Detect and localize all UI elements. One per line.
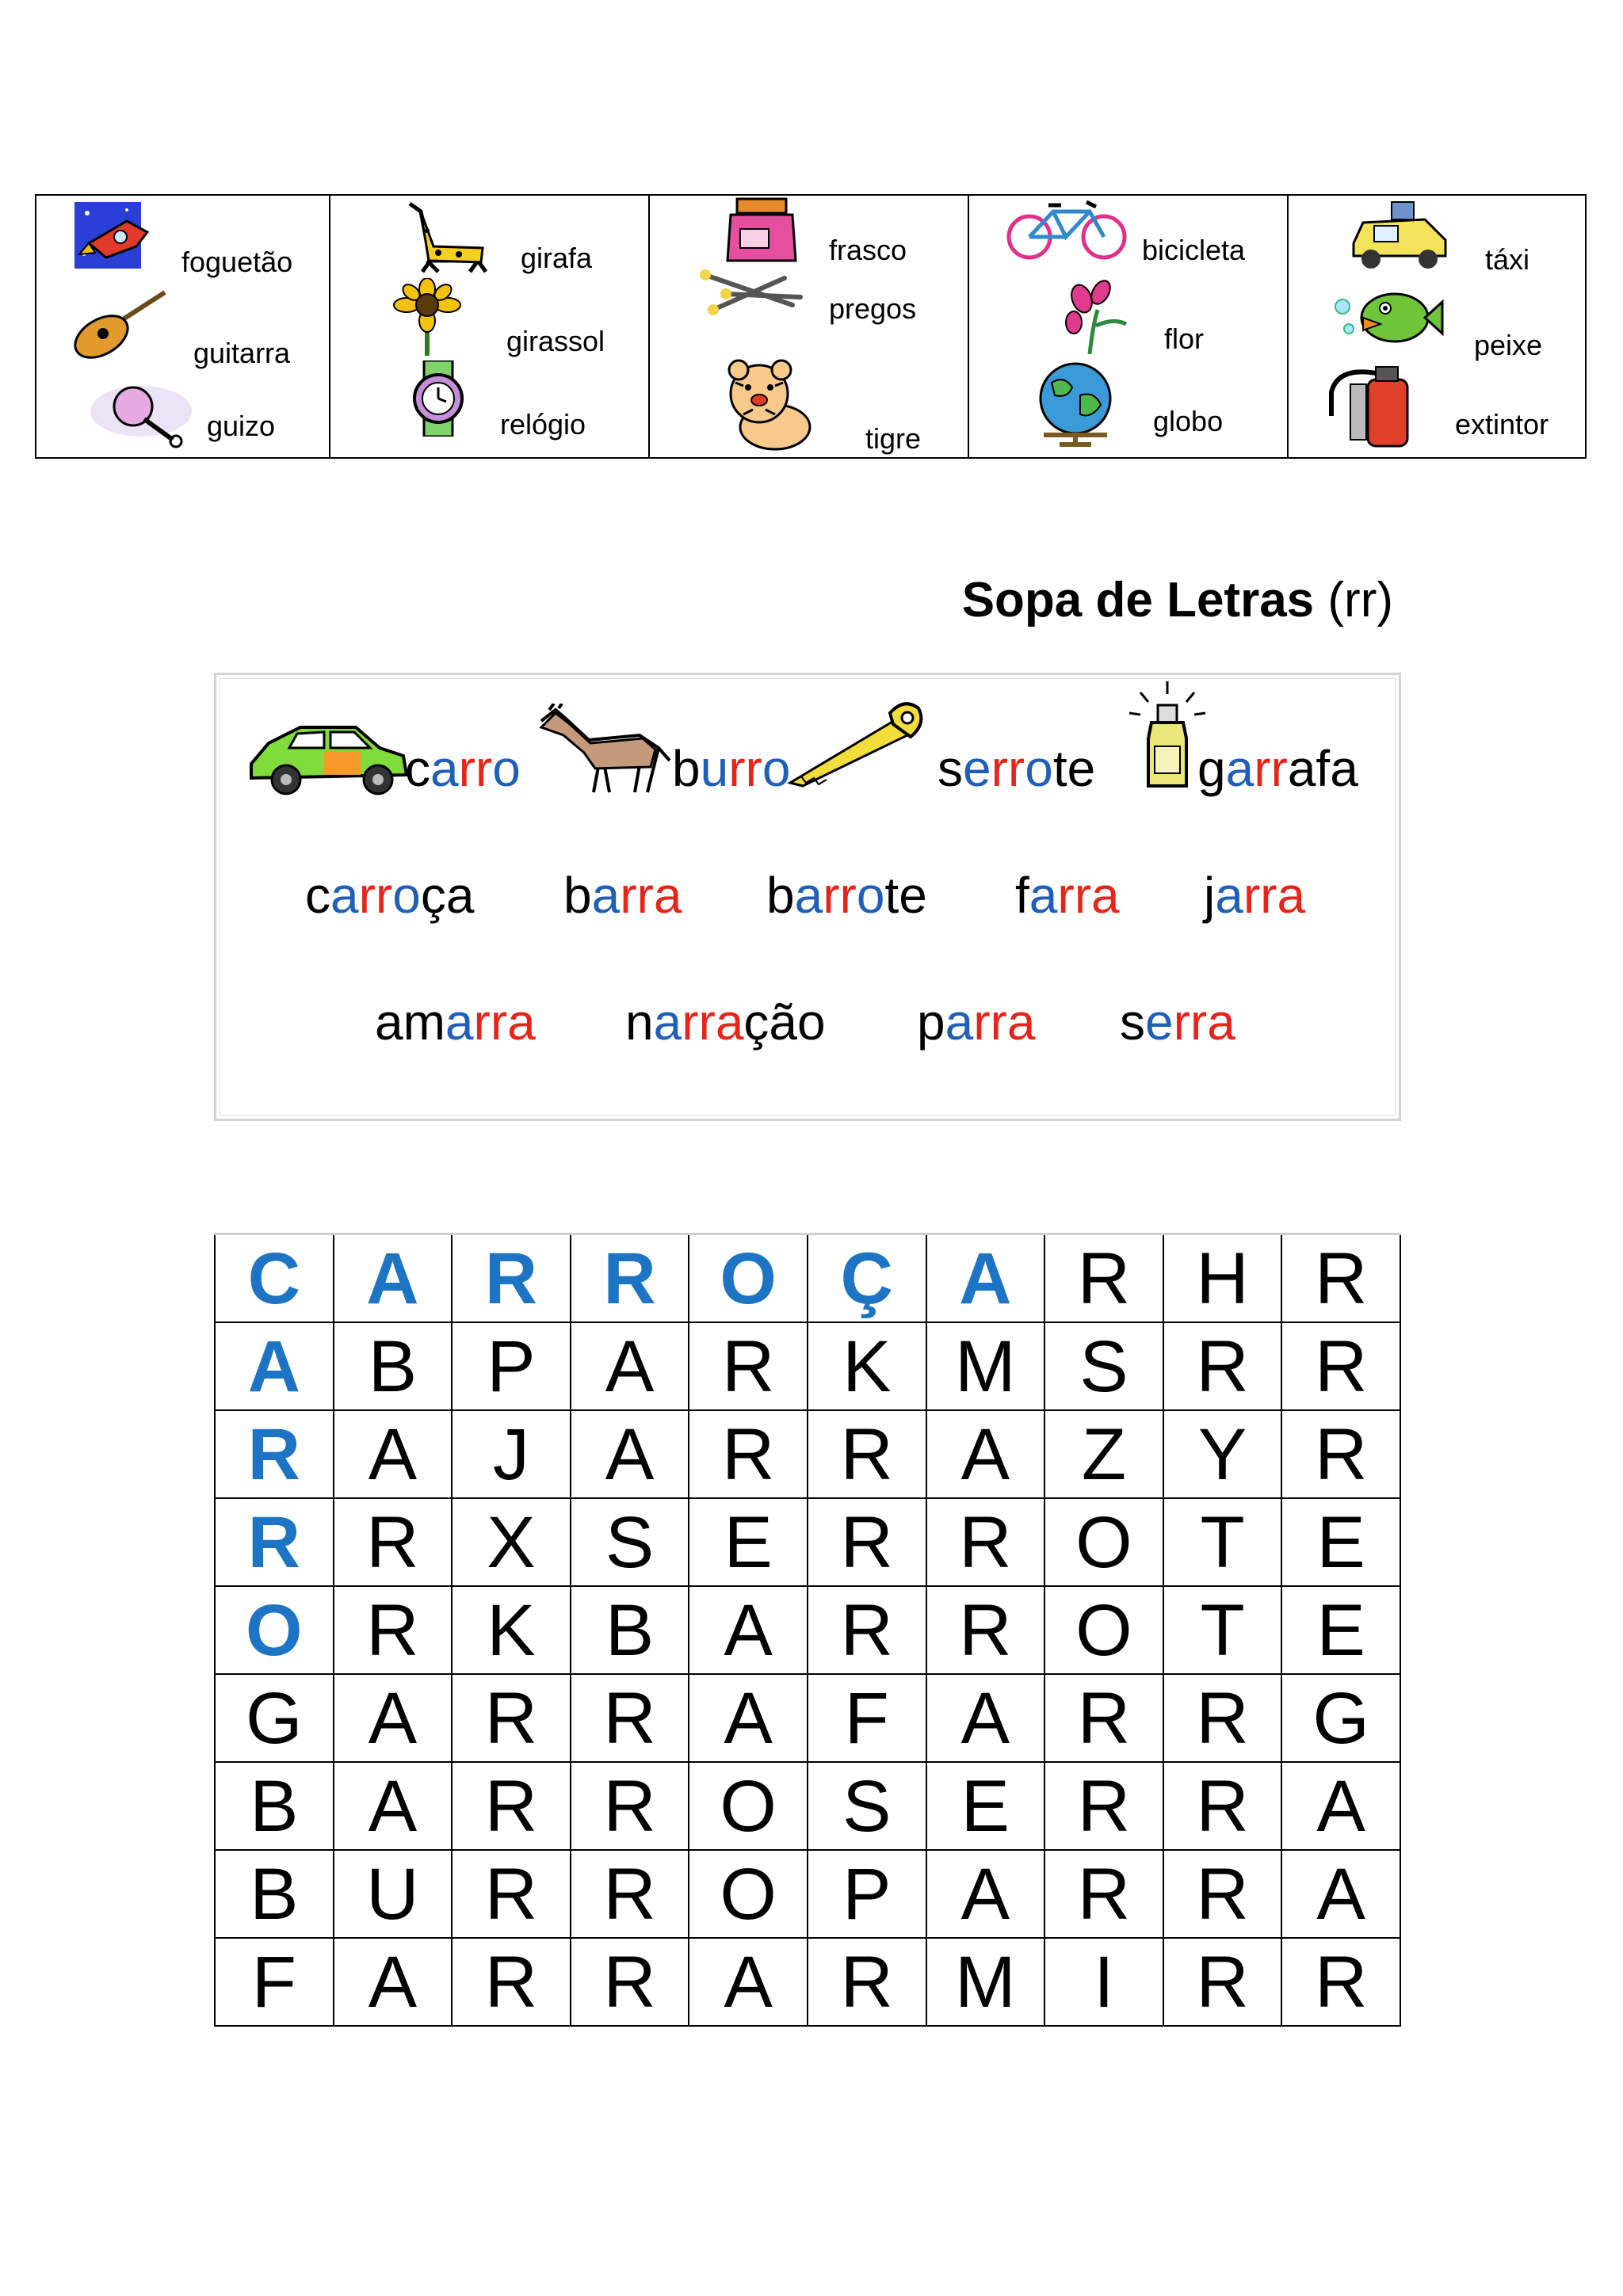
grid-cell[interactable]: R xyxy=(808,1938,926,2026)
grid-cell[interactable]: O xyxy=(689,1850,808,1938)
grid-cell[interactable]: R xyxy=(689,1322,808,1410)
grid-cell[interactable]: A xyxy=(926,1410,1045,1498)
grid-cell[interactable]: A xyxy=(1281,1762,1400,1850)
picture-word: frasco xyxy=(829,234,907,266)
picture-column-4 xyxy=(969,196,1289,457)
word-segment: o xyxy=(392,867,421,924)
picture-word: flor xyxy=(1164,322,1205,355)
word-segment: a xyxy=(945,994,974,1051)
word-segment: o xyxy=(762,740,791,797)
grid-row xyxy=(215,1498,1400,1586)
grid-row xyxy=(215,1322,1400,1410)
grid-cell[interactable]: R xyxy=(1044,1762,1163,1850)
grid-cell[interactable]: M xyxy=(926,1938,1045,2026)
grid-cell[interactable]: A xyxy=(926,1234,1045,1323)
word-segment: o xyxy=(856,867,885,924)
word-segment: rr xyxy=(1057,867,1091,924)
watch-icon xyxy=(391,360,486,437)
word-segment: o xyxy=(492,740,521,797)
word-carroca xyxy=(305,867,475,924)
word-farra xyxy=(1015,867,1120,924)
grid-cell[interactable]: A xyxy=(334,1938,453,2026)
picture-word: táxi xyxy=(1485,243,1530,276)
grid-cell[interactable]: R xyxy=(452,1234,571,1323)
grid-row xyxy=(215,1850,1400,1938)
picture-word: guitarra xyxy=(193,337,291,369)
grid-cell[interactable]: I xyxy=(1044,1938,1163,2026)
grid-row xyxy=(215,1586,1400,1674)
word-barrote xyxy=(766,867,927,924)
grid-cell[interactable]: X xyxy=(452,1498,571,1586)
grid-cell[interactable]: F xyxy=(808,1674,926,1762)
word-garrafa xyxy=(1197,740,1358,797)
word-segment: a xyxy=(653,867,682,924)
word-segment: a xyxy=(653,994,682,1051)
grid-cell[interactable]: O xyxy=(1044,1586,1163,1674)
grid-cell[interactable]: A xyxy=(334,1410,453,1498)
grid-cell[interactable]: R xyxy=(452,1762,571,1850)
picture-word: pregos xyxy=(829,292,917,325)
grid-cell[interactable]: R xyxy=(808,1498,926,1586)
word-segment: rr xyxy=(1173,994,1208,1051)
grid-cell[interactable]: R xyxy=(334,1498,453,1586)
grid-cell[interactable]: P xyxy=(808,1850,926,1938)
word-segment: rr xyxy=(620,867,654,924)
word-segment: a xyxy=(1215,867,1243,924)
page-title xyxy=(962,572,1393,628)
grid-cell[interactable]: E xyxy=(1281,1586,1400,1674)
grid-cell[interactable]: Y xyxy=(1163,1410,1282,1498)
globe-icon xyxy=(1028,359,1131,448)
word-jarra xyxy=(1204,867,1306,924)
grid-cell[interactable]: K xyxy=(452,1586,571,1674)
word-segment: c xyxy=(305,867,330,924)
grid-cell[interactable]: R xyxy=(808,1410,926,1498)
grid-cell[interactable]: A xyxy=(334,1762,453,1850)
grid-cell[interactable]: R xyxy=(1281,1938,1400,2026)
grid-cell[interactable]: R xyxy=(571,1938,689,2026)
bicycle-icon xyxy=(1004,196,1131,264)
nails-icon xyxy=(697,262,808,326)
word-segment: ção xyxy=(743,994,826,1051)
word-segment: ça xyxy=(420,867,475,924)
picture-word: tigre xyxy=(865,422,922,455)
grid-cell[interactable]: O xyxy=(1044,1498,1163,1586)
grid-row xyxy=(215,1938,1400,2026)
grid-cell[interactable]: C xyxy=(215,1234,334,1323)
picture-word: girassol xyxy=(506,325,605,357)
word-segment: am xyxy=(375,994,445,1051)
letter-grid xyxy=(214,1233,1401,2027)
word-segment: rr xyxy=(973,994,1007,1051)
word-barra xyxy=(563,867,682,924)
word-parra xyxy=(917,994,1036,1051)
grid-cell[interactable]: A xyxy=(1281,1850,1400,1938)
grid-cell[interactable]: B xyxy=(215,1850,334,1938)
word-narracao xyxy=(625,994,826,1051)
word-segment: j xyxy=(1204,867,1216,924)
grid-cell[interactable]: E xyxy=(689,1498,808,1586)
grid-cell[interactable]: R xyxy=(1044,1850,1163,1938)
picture-column-1 xyxy=(36,196,330,457)
picture-word: peixe xyxy=(1474,329,1543,361)
grid-cell[interactable]: R xyxy=(926,1498,1045,1586)
word-segment: a xyxy=(1207,994,1235,1051)
grid-cell[interactable]: R xyxy=(1163,1322,1282,1410)
grid-cell[interactable]: Z xyxy=(1044,1410,1163,1498)
word-carro xyxy=(405,740,521,797)
picture-word: extintor xyxy=(1455,408,1549,441)
grid-cell[interactable]: R xyxy=(571,1674,689,1762)
word-segment: te xyxy=(1052,740,1096,797)
donkey-icon xyxy=(532,704,671,797)
word-segment: n xyxy=(625,994,654,1051)
sunflower-icon xyxy=(372,278,491,357)
word-segment: rr xyxy=(823,867,857,924)
word-segment: c xyxy=(405,740,430,797)
picture-word: bicicleta xyxy=(1142,234,1246,266)
word-segment: a xyxy=(1091,867,1120,924)
word-segment: s xyxy=(938,740,963,797)
grid-cell[interactable]: A xyxy=(689,1938,808,2026)
grid-cell[interactable]: A xyxy=(334,1234,453,1323)
grid-cell[interactable]: R xyxy=(334,1586,453,1674)
word-serra xyxy=(1120,994,1235,1051)
word-segment: rr xyxy=(682,994,716,1051)
grid-cell[interactable]: S xyxy=(1044,1322,1163,1410)
grid-cell[interactable]: R xyxy=(1163,1850,1282,1938)
word-amarra xyxy=(375,994,536,1051)
grid-cell[interactable]: T xyxy=(1163,1498,1282,1586)
grid-row xyxy=(215,1762,1400,1850)
rocket-icon xyxy=(71,197,160,277)
title-suffix: (rr) xyxy=(1327,573,1393,627)
picture-word: globo xyxy=(1153,405,1224,437)
picture-word: foguetão xyxy=(181,246,293,278)
grid-cell[interactable]: R xyxy=(452,1938,571,2026)
grid-cell[interactable]: O xyxy=(689,1762,808,1850)
grid-cell[interactable]: P xyxy=(452,1322,571,1410)
car-icon xyxy=(245,716,411,799)
grid-cell[interactable]: A xyxy=(689,1674,808,1762)
extinguisher-icon xyxy=(1322,360,1425,449)
grid-cell[interactable]: A xyxy=(926,1674,1045,1762)
grid-cell[interactable]: H xyxy=(1163,1234,1282,1323)
word-segment: a xyxy=(1287,740,1316,797)
picture-word: guizo xyxy=(207,410,276,442)
picture-word: girafa xyxy=(521,242,593,274)
word-list-box xyxy=(214,673,1401,1121)
word-segment: b xyxy=(563,867,592,924)
grid-cell[interactable]: O xyxy=(689,1234,808,1323)
word-segment: p xyxy=(917,994,945,1051)
grid-cell[interactable]: R xyxy=(571,1234,689,1323)
grid-row xyxy=(215,1674,1400,1762)
grid-cell[interactable]: B xyxy=(215,1762,334,1850)
grid-cell[interactable]: R xyxy=(1163,1674,1282,1762)
tiger-icon xyxy=(712,359,831,452)
grid-cell[interactable]: S xyxy=(808,1762,926,1850)
word-segment: a xyxy=(1225,740,1254,797)
word-segment: a xyxy=(794,867,823,924)
saw-icon xyxy=(785,696,925,788)
word-segment: rr xyxy=(473,994,508,1051)
grid-cell[interactable]: R xyxy=(1163,1762,1282,1850)
word-segment: rr xyxy=(1243,867,1277,924)
word-segment: e xyxy=(1145,994,1174,1051)
word-segment: fa xyxy=(1316,740,1358,797)
grid-cell[interactable]: G xyxy=(1281,1674,1400,1762)
word-segment: e xyxy=(963,740,991,797)
grid-cell[interactable]: R xyxy=(215,1498,334,1586)
grid-cell[interactable]: R xyxy=(452,1674,571,1762)
picture-column-3 xyxy=(650,196,969,457)
word-segment: rr xyxy=(728,740,762,797)
fish-icon xyxy=(1330,278,1449,357)
grid-cell[interactable]: S xyxy=(571,1498,689,1586)
grid-cell[interactable]: E xyxy=(926,1762,1045,1850)
grid-row xyxy=(215,1234,1400,1323)
guitar-icon xyxy=(68,284,171,364)
word-burro xyxy=(672,740,791,797)
grid-cell[interactable]: A xyxy=(215,1322,334,1410)
grid-cell[interactable]: M xyxy=(926,1322,1045,1410)
grid-cell[interactable]: R xyxy=(1281,1410,1400,1498)
word-segment: rr xyxy=(458,740,493,797)
grid-cell[interactable]: R xyxy=(689,1410,808,1498)
jar-icon xyxy=(713,196,808,267)
grid-cell[interactable]: R xyxy=(1044,1674,1163,1762)
grid-cell[interactable]: U xyxy=(334,1850,453,1938)
word-segment: g xyxy=(1197,740,1226,797)
rattle-icon xyxy=(86,372,204,451)
grid-cell[interactable]: B xyxy=(571,1586,689,1674)
grid-cell[interactable]: R xyxy=(808,1586,926,1674)
grid-cell[interactable]: K xyxy=(808,1322,926,1410)
grid-cell[interactable]: A xyxy=(334,1674,453,1762)
grid-cell[interactable]: R xyxy=(1044,1234,1163,1323)
grid-cell[interactable]: T xyxy=(1163,1586,1282,1674)
word-segment: a xyxy=(591,867,621,924)
word-segment: a xyxy=(1029,867,1058,924)
word-segment: a xyxy=(715,994,744,1051)
picture-table xyxy=(35,194,1587,459)
word-segment: te xyxy=(884,867,927,924)
grid-cell[interactable]: A xyxy=(571,1410,689,1498)
grid-cell[interactable]: J xyxy=(452,1410,571,1498)
grid-cell[interactable]: A xyxy=(571,1322,689,1410)
grid-row xyxy=(215,1410,1400,1498)
picture-word: relógio xyxy=(500,408,586,441)
flower-icon xyxy=(1050,278,1137,354)
grid-cell[interactable]: R xyxy=(215,1410,334,1498)
grid-cell[interactable]: G xyxy=(215,1674,334,1762)
word-serrote xyxy=(938,740,1096,797)
word-segment: a xyxy=(445,994,474,1051)
grid-cell[interactable]: R xyxy=(571,1850,689,1938)
taxi-icon xyxy=(1346,196,1457,272)
word-segment: a xyxy=(507,994,536,1051)
picture-column-5 xyxy=(1289,196,1585,457)
grid-cell[interactable]: R xyxy=(1163,1938,1282,2026)
grid-cell[interactable]: Ç xyxy=(808,1234,926,1323)
word-segment: rr xyxy=(991,740,1025,797)
word-segment: a xyxy=(1277,867,1306,924)
grid-cell[interactable]: A xyxy=(689,1586,808,1674)
grid-cell[interactable]: O xyxy=(215,1586,334,1674)
word-segment: rr xyxy=(1254,740,1288,797)
title-main: Sopa de Letras xyxy=(961,573,1315,627)
grid-cell[interactable]: B xyxy=(334,1322,453,1410)
word-segment: s xyxy=(1120,994,1145,1051)
grid-cell[interactable]: A xyxy=(926,1850,1045,1938)
grid-cell[interactable]: R xyxy=(926,1586,1045,1674)
word-segment: a xyxy=(330,867,359,924)
picture-column-2 xyxy=(330,196,650,457)
bottle-icon xyxy=(1120,678,1215,794)
word-segment: a xyxy=(1006,994,1036,1051)
word-segment: b xyxy=(766,867,795,924)
grid-cell[interactable]: E xyxy=(1281,1498,1400,1586)
word-segment: rr xyxy=(358,867,393,924)
word-segment: f xyxy=(1015,867,1029,924)
word-segment: o xyxy=(1025,740,1053,797)
grid-cell[interactable]: F xyxy=(215,1938,334,2026)
grid-cell[interactable]: R xyxy=(571,1762,689,1850)
word-segment: b xyxy=(672,740,701,797)
grid-cell[interactable]: R xyxy=(452,1850,571,1938)
word-segment: a xyxy=(430,740,459,797)
word-segment: u xyxy=(700,740,729,797)
grid-cell[interactable]: R xyxy=(1281,1322,1400,1410)
grid-cell[interactable]: R xyxy=(1281,1234,1400,1323)
giraffe-icon xyxy=(383,196,502,275)
